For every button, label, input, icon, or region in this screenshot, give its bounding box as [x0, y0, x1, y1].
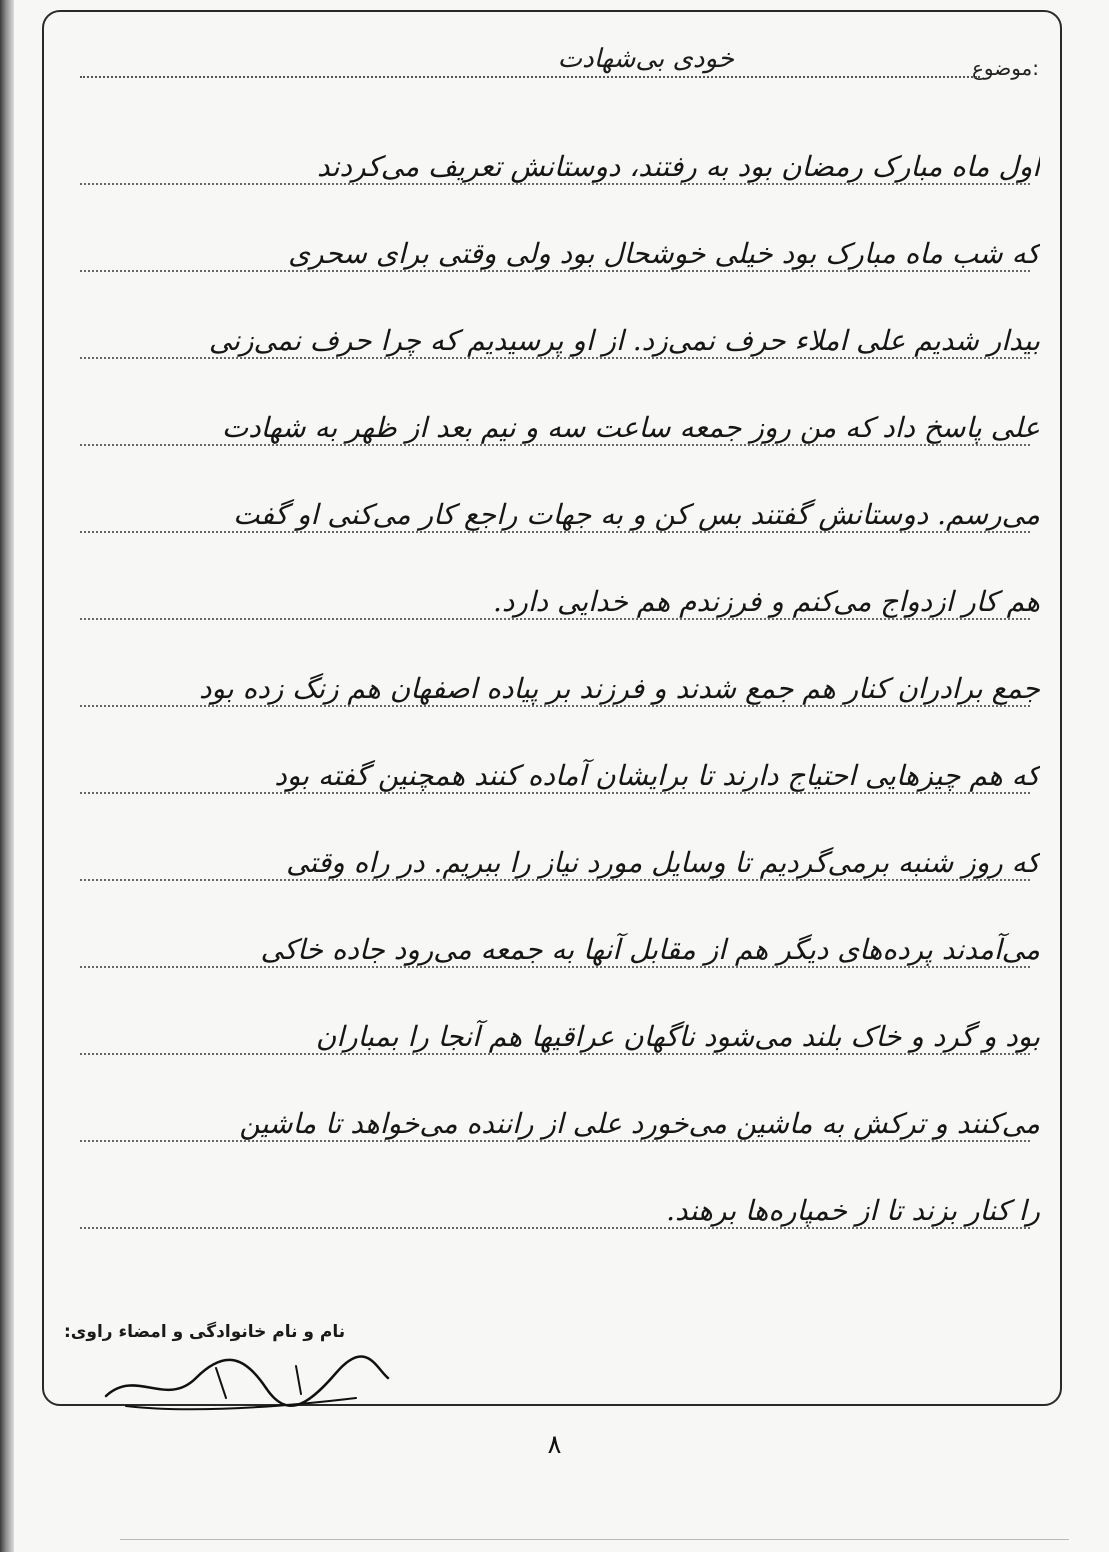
bottom-edge: [120, 1539, 1069, 1544]
dotted-rule: [80, 1227, 1030, 1229]
dotted-rule: [80, 792, 1030, 794]
page-number: ۸: [547, 1430, 562, 1460]
body-line: [60, 634, 1050, 721]
dotted-rule: [80, 444, 1030, 446]
body-line: [60, 721, 1050, 808]
dotted-rule: [80, 618, 1030, 620]
line-text: را کنار بزند تا از خمپاره‌ها برهند.: [666, 1194, 1040, 1227]
body-line: [60, 547, 1050, 634]
handwritten-signature: [96, 1348, 396, 1418]
body-line: [60, 286, 1050, 373]
line-text: می‌کنند و ترکش به ماشین می‌خورد علی از راننده می‌خواهد تا ماشین: [239, 1107, 1040, 1140]
narrator-signature-label: نام و نام خانوادگی و امضاء راوی:: [64, 1322, 346, 1342]
topic-title: خودی بی‌شهادت: [552, 44, 740, 74]
body-line: [60, 460, 1050, 547]
topic-row: [80, 44, 980, 84]
body-line: [60, 373, 1050, 460]
line-text: که هم چیزهایی احتیاج دارند تا برایشان آماده کنند همچنین گفته بود: [274, 759, 1040, 792]
body-line: [60, 982, 1050, 1069]
dotted-rule: [80, 705, 1030, 707]
dotted-rule: [80, 270, 1030, 272]
line-text: هم کار ازدواج می‌کنم و فرزندم هم خدایی دارد.: [492, 585, 1040, 618]
line-text: بود و گرد و خاک بلند می‌شود ناگهان عراقیها هم آنجا را بمباران: [315, 1020, 1040, 1053]
binding-edge: [0, 0, 14, 1552]
line-text: می‌آمدند پرده‌های دیگر هم از مقابل آنها به جمعه می‌رود جاده خاکی: [260, 933, 1040, 966]
dotted-rule: [80, 183, 1030, 185]
line-text: می‌رسم. دوستانش گفتند بس کن و به جهات راجع کار می‌کنی او گفت: [233, 498, 1040, 531]
body-line: [60, 1069, 1050, 1156]
body-line: [60, 808, 1050, 895]
dotted-rule: [80, 966, 1030, 968]
body-line: [60, 112, 1050, 199]
handwritten-body: [60, 112, 1050, 1243]
topic-dotted-rule: [80, 76, 980, 78]
line-text: که شب ماه مبارک بود خیلی خوشحال بود ولی وقتی برای سحری: [288, 237, 1040, 270]
line-text: بیدار شدیم علی املاء حرف نمی‌زد. از او پرسیدیم که چرا حرف نمی‌زنی: [208, 324, 1040, 357]
dotted-rule: [80, 879, 1030, 881]
body-line: [60, 199, 1050, 286]
dotted-rule: [80, 1053, 1030, 1055]
dotted-rule: [80, 357, 1030, 359]
dotted-rule: [80, 1140, 1030, 1142]
line-text: علی پاسخ داد که من روز جمعه ساعت سه و نیم بعد از ظهر به شهادت: [221, 411, 1040, 444]
line-text: جمع برادران کنار هم جمع شدند و فرزند بر پیاده اصفهان هم زنگ زده بود: [198, 672, 1040, 705]
dotted-rule: [80, 531, 1030, 533]
body-line: [60, 1156, 1050, 1243]
subject-label: ﻣﻮﺿﻮع:: [971, 56, 1039, 80]
line-text: که روز شنبه برمی‌گردیم تا وسایل مورد نیاز را ببریم. در راه وقتی: [286, 846, 1040, 879]
line-text: اول ماه مبارک رمضان بود به رفتند، دوستانش تعریف می‌کردند: [317, 150, 1040, 183]
body-line: [60, 895, 1050, 982]
